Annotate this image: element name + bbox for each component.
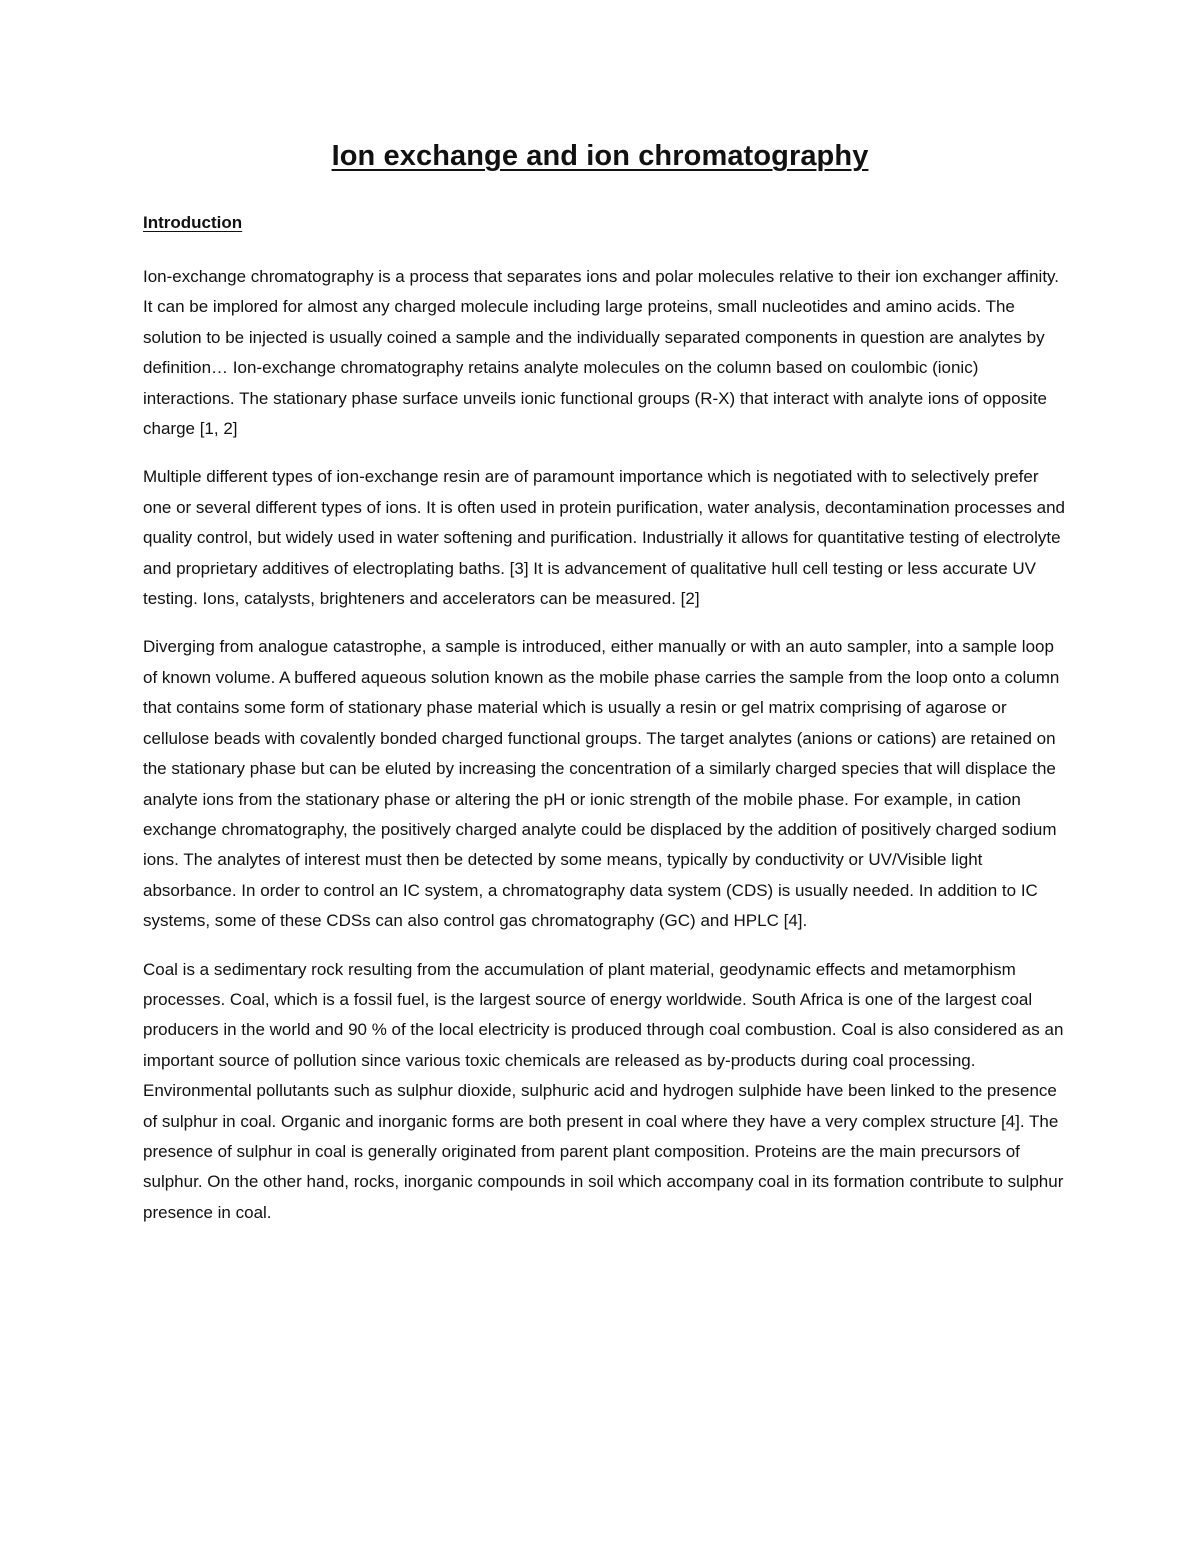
document-title: Ion exchange and ion chromatography: [331, 140, 869, 172]
document-body: [143, 262, 1068, 1246]
paragraph-1: Ion-exchange chromatography is a process that separates ions and polar molecules relative to their ion exchanger affinity. It can be implored for almost any charged molecule including large proteins, small nucleotides and amino acids. The solution to be injected is usually coined a sample and the individually separated components in question are analytes by definition… Ion-exchange chromatography retains analyte molecules on the column based on coulombic (ionic) interactions. The stationary phase surface unveils ionic functional groups (R-X) that interact with analyte ions of opposite charge [1, 2]: [143, 267, 1059, 439]
paragraph-4: Coal is a sedimentary rock resulting from the accumulation of plant material, geodynamic effects and metamorphism processes. Coal, which is a fossil fuel, is the largest source of energy worldwide. South Africa is one of the largest coal producers in the world and 90 % of the local electricity is produced through coal combustion. Coal is also considered as an important source of pollution since various toxic chemicals are released as by-products during coal processing. Environmental pollutants such as sulphur dioxide, sulphuric acid and hydrogen sulphide have been linked to the presence of sulphur in coal. Organic and inorganic forms are both present in coal where they have a very complex structure [4]. The presence of sulphur in coal is generally originated from parent plant composition. Proteins are the main precursors of sulphur. On the other hand, rocks, inorganic compounds in soil which accompany coal in its formation contribute to sulphur presence in coal.: [143, 959, 1064, 1222]
paragraph-3: Diverging from analogue catastrophe, a sample is introduced, either manually or with an auto sampler, into a sample loop of known volume. A buffered aqueous solution known as the mobile phase carries the sample from the loop onto a column that contains some form of stationary phase material which is usually a resin or gel matrix comprising of agarose or cellulose beads with covalently bonded charged functional groups. The target analytes (anions or cations) are retained on the stationary phase but can be eluted by increasing the concentration of a similarly charged species that will displace the analyte ions from the stationary phase or altering the pH or ionic strength of the mobile phase. For example, in cation exchange chromatography, the positively charged analyte could be displaced by the addition of positively charged sodium ions. The analytes of interest must then be detected by some means, typically by conductivity or UV/Visible light absorbance. In order to control an IC system, a chromatography data system (CDS) is usually needed. In addition to IC systems, some of these CDSs can also control gas chromatography (GC) and HPLC [4].: [143, 637, 1060, 931]
section-heading-introduction: Introduction: [143, 213, 243, 232]
paragraph-2: Multiple different types of ion-exchange resin are of paramount importance which is negotiated with to selectively prefer one or several different types of ions. It is often used in protein purification, water analysis, decontamination processes and quality control, but widely used in water softening and purification. Industrially it allows for quantitative testing of electrolyte and proprietary additives of electroplating baths. [3] It is advancement of qualitative hull cell testing or less accurate UV testing. Ions, catalysts, brighteners and accelerators can be measured. [2]: [143, 467, 1065, 609]
